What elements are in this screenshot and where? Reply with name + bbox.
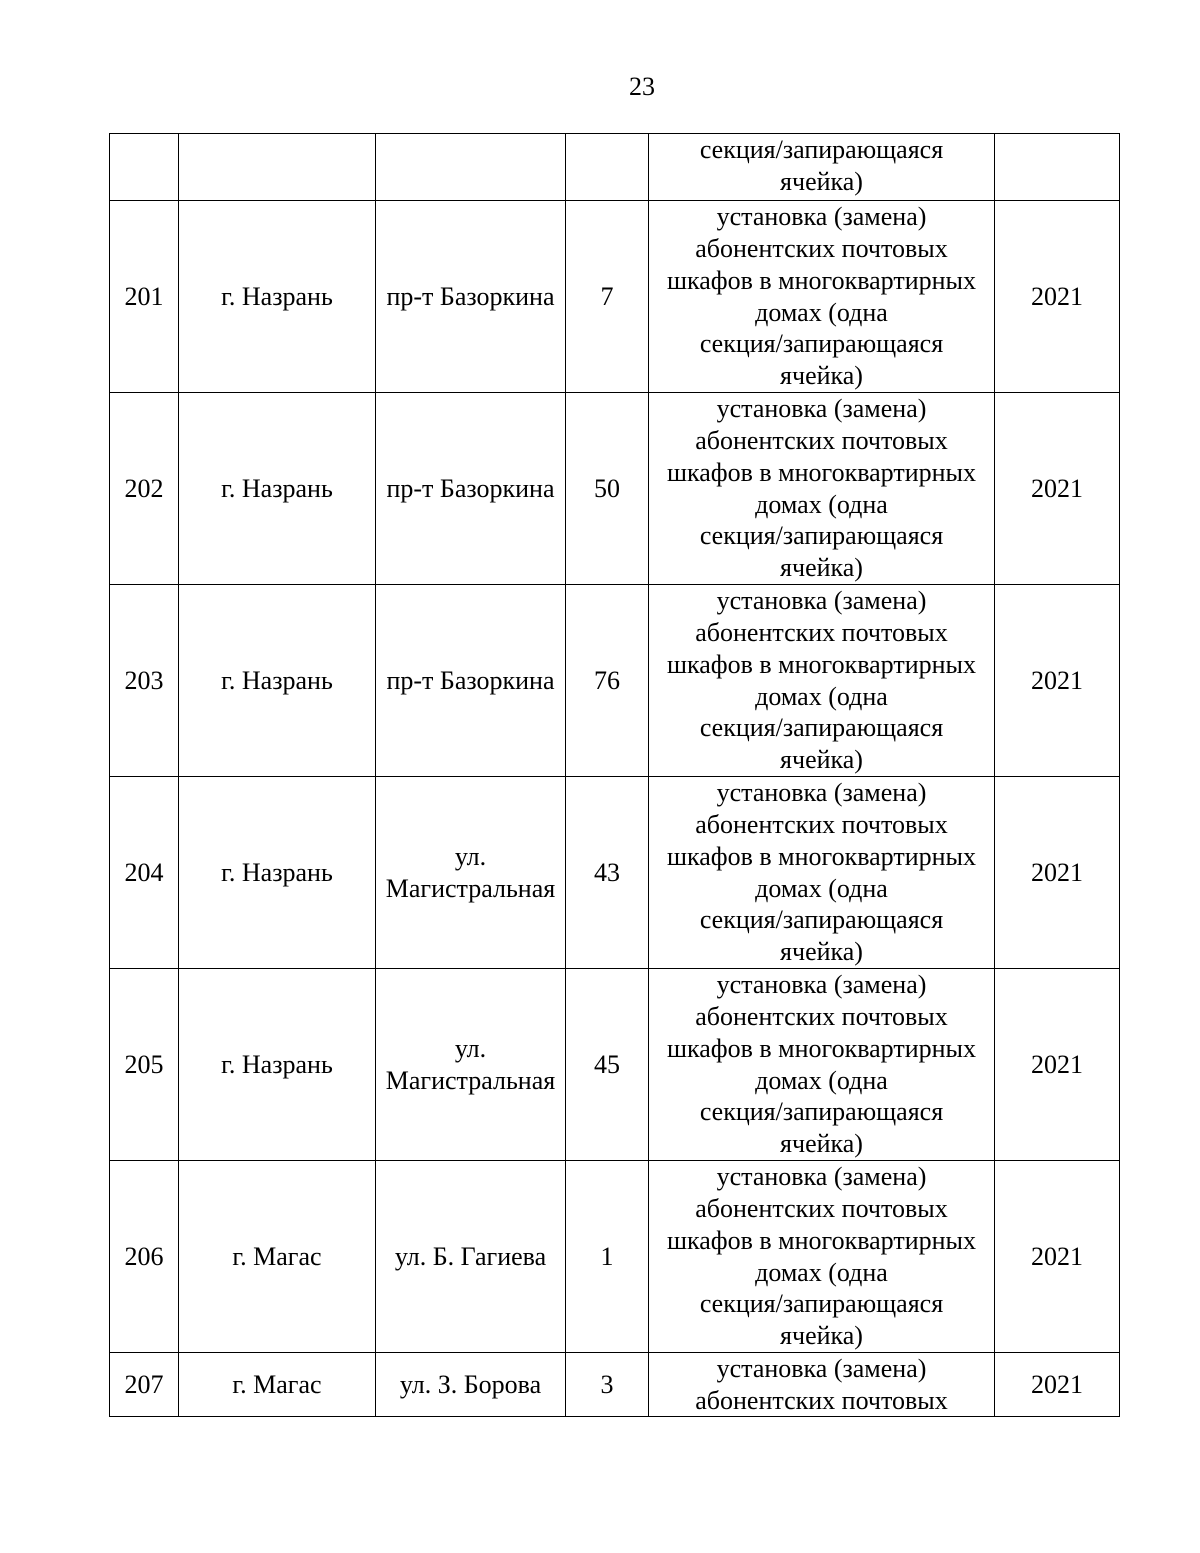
cell-house: 43 <box>566 777 649 969</box>
cell-year: 2021 <box>995 201 1120 393</box>
table-row <box>110 201 1120 393</box>
cell-house: 50 <box>566 393 649 585</box>
page-number: 23 <box>629 72 655 101</box>
cell-house: 1 <box>566 1161 649 1353</box>
cell-num: 206 <box>110 1161 179 1353</box>
cell-work <box>649 134 995 201</box>
cell-year: 2021 <box>995 585 1120 777</box>
work-schedule-table <box>109 133 1120 1417</box>
cell-street: ул. Магистральная <box>376 777 566 969</box>
cell-year: 2021 <box>995 1161 1120 1353</box>
cell-num: 204 <box>110 777 179 969</box>
table-row <box>110 585 1120 777</box>
cell-num: 203 <box>110 585 179 777</box>
table-row <box>110 393 1120 585</box>
cell-work-text: установка (замена) абонентских почтовых шкафов в многоквартирных домах (одна секция/запирающаяся ячейка) <box>666 586 976 775</box>
cell-house: 3 <box>566 1353 649 1417</box>
cell-year: 2021 <box>995 1353 1120 1417</box>
cell-street: пр-т Базоркина <box>376 585 566 777</box>
cell-house <box>566 134 649 201</box>
cell-street <box>376 134 566 201</box>
cell-city <box>179 134 376 201</box>
table-row <box>110 969 1120 1161</box>
cell-house: 7 <box>566 201 649 393</box>
cell-street: ул. Магистральная <box>376 969 566 1161</box>
cell-city: г. Назрань <box>179 777 376 969</box>
cell-work <box>649 1353 995 1417</box>
cell-city: г. Магас <box>179 1353 376 1417</box>
table-row <box>110 1161 1120 1353</box>
cell-work <box>649 777 995 969</box>
cell-num: 207 <box>110 1353 179 1417</box>
cell-work <box>649 393 995 585</box>
cell-street: ул. Б. Гагиева <box>376 1161 566 1353</box>
cell-work <box>649 585 995 777</box>
cell-work <box>649 201 995 393</box>
cell-year <box>995 134 1120 201</box>
cell-city: г. Назрань <box>179 393 376 585</box>
cell-work-text: секция/запирающаяся ячейка) <box>699 135 944 196</box>
cell-work-text: установка (замена) абонентских почтовых шкафов в многоквартирных домах (одна секция/запирающаяся ячейка) <box>666 394 976 583</box>
cell-house: 76 <box>566 585 649 777</box>
cell-year: 2021 <box>995 969 1120 1161</box>
cell-num: 201 <box>110 201 179 393</box>
cell-year: 2021 <box>995 777 1120 969</box>
table-row-last <box>110 1353 1120 1417</box>
cell-city: г. Назрань <box>179 585 376 777</box>
cell-year: 2021 <box>995 393 1120 585</box>
cell-city: г. Магас <box>179 1161 376 1353</box>
cell-num: 205 <box>110 969 179 1161</box>
cell-work-text: установка (замена) абонентских почтовых <box>695 1354 948 1415</box>
cell-work-text: установка (замена) абонентских почтовых шкафов в многоквартирных домах (одна секция/запирающаяся ячейка) <box>666 202 976 391</box>
cell-house: 45 <box>566 969 649 1161</box>
cell-work-text: установка (замена) абонентских почтовых шкафов в многоквартирных домах (одна секция/запирающаяся ячейка) <box>666 1162 976 1351</box>
cell-num <box>110 134 179 201</box>
cell-work <box>649 1161 995 1353</box>
cell-street: ул. З. Борова <box>376 1353 566 1417</box>
cell-num: 202 <box>110 393 179 585</box>
cell-work <box>649 969 995 1161</box>
cell-street: пр-т Базоркина <box>376 201 566 393</box>
cell-work-text: установка (замена) абонентских почтовых шкафов в многоквартирных домах (одна секция/запирающаяся ячейка) <box>666 970 976 1159</box>
cell-work-text: установка (замена) абонентских почтовых шкафов в многоквартирных домах (одна секция/запирающаяся ячейка) <box>666 778 976 967</box>
cell-city: г. Назрань <box>179 201 376 393</box>
cell-city: г. Назрань <box>179 969 376 1161</box>
table-row-continuation <box>110 134 1120 201</box>
cell-street: пр-т Базоркина <box>376 393 566 585</box>
table-row <box>110 777 1120 969</box>
